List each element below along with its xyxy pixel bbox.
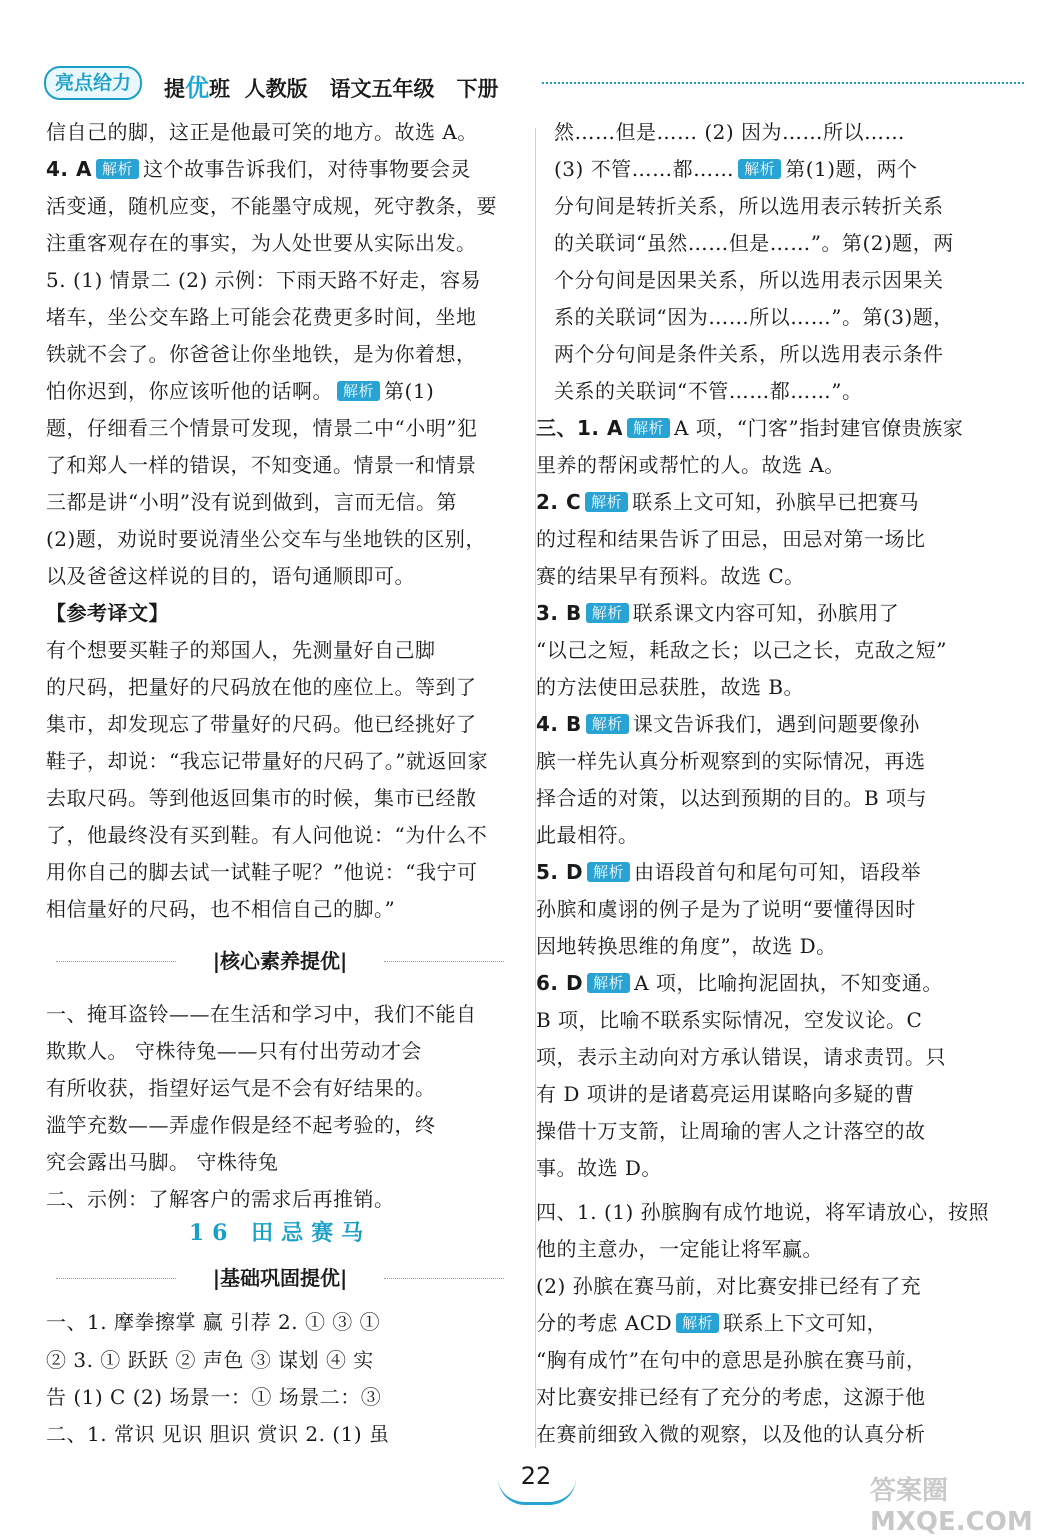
text-line: 事。故选 D。 bbox=[536, 1156, 662, 1180]
text-line: 告 (1) C (2) 场景一：① 场景二：③ bbox=[46, 1385, 382, 1409]
text-line: 信自己的脚，这正是他最可笑的地方。故选 A。 bbox=[46, 120, 478, 144]
text-line: 四、1. (1) 孙膑胸有成竹地说，将军请放心，按照 bbox=[536, 1200, 990, 1224]
text-line: (3) 不管……都…… 解析 第(1)题，两个 bbox=[554, 157, 918, 181]
text-line: 然……但是…… (2) 因为……所以…… bbox=[554, 120, 906, 144]
text-line: 分句间是转折关系，所以选用表示转折关系 bbox=[554, 194, 944, 218]
text-line: 有 D 项讲的是诸葛亮运用谋略向多疑的曹 bbox=[536, 1082, 915, 1106]
text-line: 相信量好的尺码，也不相信自己的脚。” bbox=[46, 897, 396, 921]
text-line: 究会露出马脚。 守株待兔 bbox=[46, 1150, 279, 1174]
section-heading: |核心素养提优| bbox=[46, 946, 514, 976]
analysis-tag: 解析 bbox=[585, 492, 628, 512]
analysis-tag: 解析 bbox=[627, 418, 670, 438]
text-line: “以己之短，耗敌之长；以己之长，克敌之短” bbox=[536, 638, 947, 662]
text-line: 怕你迟到，你应该听他的话啊。 解析 第(1) bbox=[46, 379, 435, 403]
text-line: 的过程和结果告诉了田忌，田忌对第一场比 bbox=[536, 527, 926, 551]
text-line: 一、1. 摩拳擦掌 赢 引荐 2. ① ③ ① bbox=[46, 1310, 381, 1334]
text-line: 一、掩耳盗铃——在生活和学习中，我们不能自 bbox=[46, 1002, 477, 1026]
analysis-tag: 解析 bbox=[738, 159, 781, 179]
text-line: 去取尺码。等到他返回集市的时候，集市已经散 bbox=[46, 786, 477, 810]
text-line: 赛的结果早有预料。故选 C。 bbox=[536, 564, 805, 588]
text-line: 以及爸爸这样说的目的，语句通顺即可。 bbox=[46, 564, 415, 588]
text-line: 堵车，坐公交车路上可能会花费更多时间，坐地 bbox=[46, 305, 477, 329]
text-line: 滥竽充数——弄虚作假是经不起考验的，终 bbox=[46, 1113, 436, 1137]
text-line: (2)题，劝说时要说清坐公交车与坐地铁的区别， bbox=[46, 527, 486, 551]
text-line: 因地转换思维的角度”，故选 D。 bbox=[536, 934, 837, 958]
text-line: 孙膑和虞诩的例子是为了说明“要懂得因时 bbox=[536, 897, 916, 921]
text-line: 系的关联词“因为……所以……”。第(3)题， bbox=[554, 305, 954, 329]
watermark: 答案圈 MXQE.COM bbox=[870, 1476, 1033, 1537]
text-line: 在赛前细致入微的观察，以及他的认真分析 bbox=[536, 1422, 926, 1446]
page-number: 22 bbox=[520, 1462, 552, 1490]
text-line: 对比赛安排已经有了充分的考虑，这源于他 bbox=[536, 1385, 926, 1409]
text-line: 里养的帮闲或帮忙的人。故选 A。 bbox=[536, 453, 845, 477]
text-line: 2. C 解析 联系上文可知，孙膑早已把赛马 bbox=[536, 490, 920, 514]
text-line: 有所收获，指望好运气是不会有好结果的。 bbox=[46, 1076, 436, 1100]
text-line: 膑一样先认真分析观察到的实际情况，再选 bbox=[536, 749, 926, 773]
text-line: 集市，却发现忘了带量好的尺码。他已经挑好了 bbox=[46, 712, 477, 736]
text-line: 了和郑人一样的错误，不知变通。情景一和情景 bbox=[46, 453, 477, 477]
analysis-tag: 解析 bbox=[586, 714, 629, 734]
text-line: 有个想要买鞋子的郑国人，先测量好自己脚 bbox=[46, 638, 436, 662]
analysis-tag: 解析 bbox=[96, 159, 139, 179]
text-line: 项，表示主动向对方承认错误，请求责罚。只 bbox=[536, 1045, 946, 1069]
text-line: 二、示例：了解客户的需求后再推销。 bbox=[46, 1187, 395, 1211]
lesson-title: 16 田忌赛马 bbox=[188, 1220, 372, 1246]
text-line: 关系的关联词“不管……都……”。 bbox=[554, 379, 863, 403]
reference-heading: 【参考译文】 bbox=[46, 601, 169, 625]
text-line: 欺欺人。 守株待兔——只有付出劳动才会 bbox=[46, 1039, 422, 1063]
analysis-tag: 解析 bbox=[587, 973, 630, 993]
text-line: 4. A 解析 这个故事告诉我们，对待事物要会灵 bbox=[46, 157, 471, 181]
text-line: 的关联词“虽然……但是……”。第(2)题，两 bbox=[554, 231, 954, 255]
text-line: 题，仔细看三个情景可发现，情景二中“小明”犯 bbox=[46, 416, 478, 440]
text-line: “胸有成竹”在句中的意思是孙膑在赛马前， bbox=[536, 1348, 927, 1372]
section-heading: |基础巩固提优| bbox=[46, 1263, 514, 1293]
text-line: 二、1. 常识 见识 胆识 赏识 2. (1) 虽 bbox=[46, 1422, 390, 1446]
text-line: 三都是讲“小明”没有说到做到，言而无信。第 bbox=[46, 490, 457, 514]
text-line: 5. D 解析 由语段首句和尾句可知，语段举 bbox=[536, 860, 922, 884]
text-line: 5. (1) 情景二 (2) 示例：下雨天路不好走，容易 bbox=[46, 268, 482, 292]
text-line: 择合适的对策，以达到预期的目的。B 项与 bbox=[536, 786, 928, 810]
analysis-tag: 解析 bbox=[586, 603, 629, 623]
text-line: 三、1. A 解析 A 项，“门客”指封建官僚贵族家 bbox=[536, 416, 964, 440]
header-rule bbox=[542, 82, 1024, 84]
page-number-arc bbox=[498, 1478, 576, 1505]
page-header bbox=[44, 64, 1024, 100]
text-line: ② 3. ① 跃跃 ② 声色 ③ 谋划 ④ 实 bbox=[46, 1348, 374, 1372]
text-line: B 项，比喻不联系实际情况，空发议论。C bbox=[536, 1008, 923, 1032]
series-badge: 亮点给力 bbox=[44, 66, 142, 100]
text-line: 的方法使田忌获胜，故选 B。 bbox=[536, 675, 805, 699]
text-line: 活变通，随机应变，不能墨守成规，死守教条，要 bbox=[46, 194, 497, 218]
text-line: 用你自己的脚去试一试鞋子呢？”他说：“我宁可 bbox=[46, 860, 478, 884]
analysis-tag: 解析 bbox=[587, 862, 630, 882]
text-line: 注重客观存在的事实，为人处世要从实际出发。 bbox=[46, 231, 477, 255]
text-line: 他的主意办，一定能让将军赢。 bbox=[536, 1237, 823, 1261]
text-line: 6. D 解析 A 项，比喻拘泥固执，不知变通。 bbox=[536, 971, 943, 995]
text-line: 铁就不会了。你爸爸让你坐地铁，是为你着想， bbox=[46, 342, 477, 366]
text-line: 个分句间是因果关系，所以选用表示因果关 bbox=[554, 268, 944, 292]
text-line: 鞋子，却说：“我忘记带量好的尺码了。”就返回家 bbox=[46, 749, 488, 773]
analysis-tag: 解析 bbox=[337, 381, 380, 401]
text-line: 操借十万支箭，让周瑜的害人之计落空的故 bbox=[536, 1119, 926, 1143]
text-line: 分的考虑 ACD 解析 联系上下文可知， bbox=[536, 1311, 888, 1335]
text-line: 两个分句间是条件关系，所以选用表示条件 bbox=[554, 342, 944, 366]
book-title: 提优班 人教版 语文五年级 下册 bbox=[164, 74, 499, 102]
text-line: 的尺码，把量好的尺码放在他的座位上。等到了 bbox=[46, 675, 477, 699]
analysis-tag: 解析 bbox=[676, 1313, 719, 1333]
text-line: 3. B 解析 联系课文内容可知，孙膑用了 bbox=[536, 601, 900, 625]
text-line: 了，他最终没有买到鞋。有人问他说：“为什么不 bbox=[46, 823, 488, 847]
text-line: 此最相符。 bbox=[536, 823, 639, 847]
text-line: 4. B 解析 课文告诉我们，遇到问题要像孙 bbox=[536, 712, 920, 736]
text-line: (2) 孙膑在赛马前，对比赛安排已经有了充 bbox=[536, 1274, 922, 1298]
